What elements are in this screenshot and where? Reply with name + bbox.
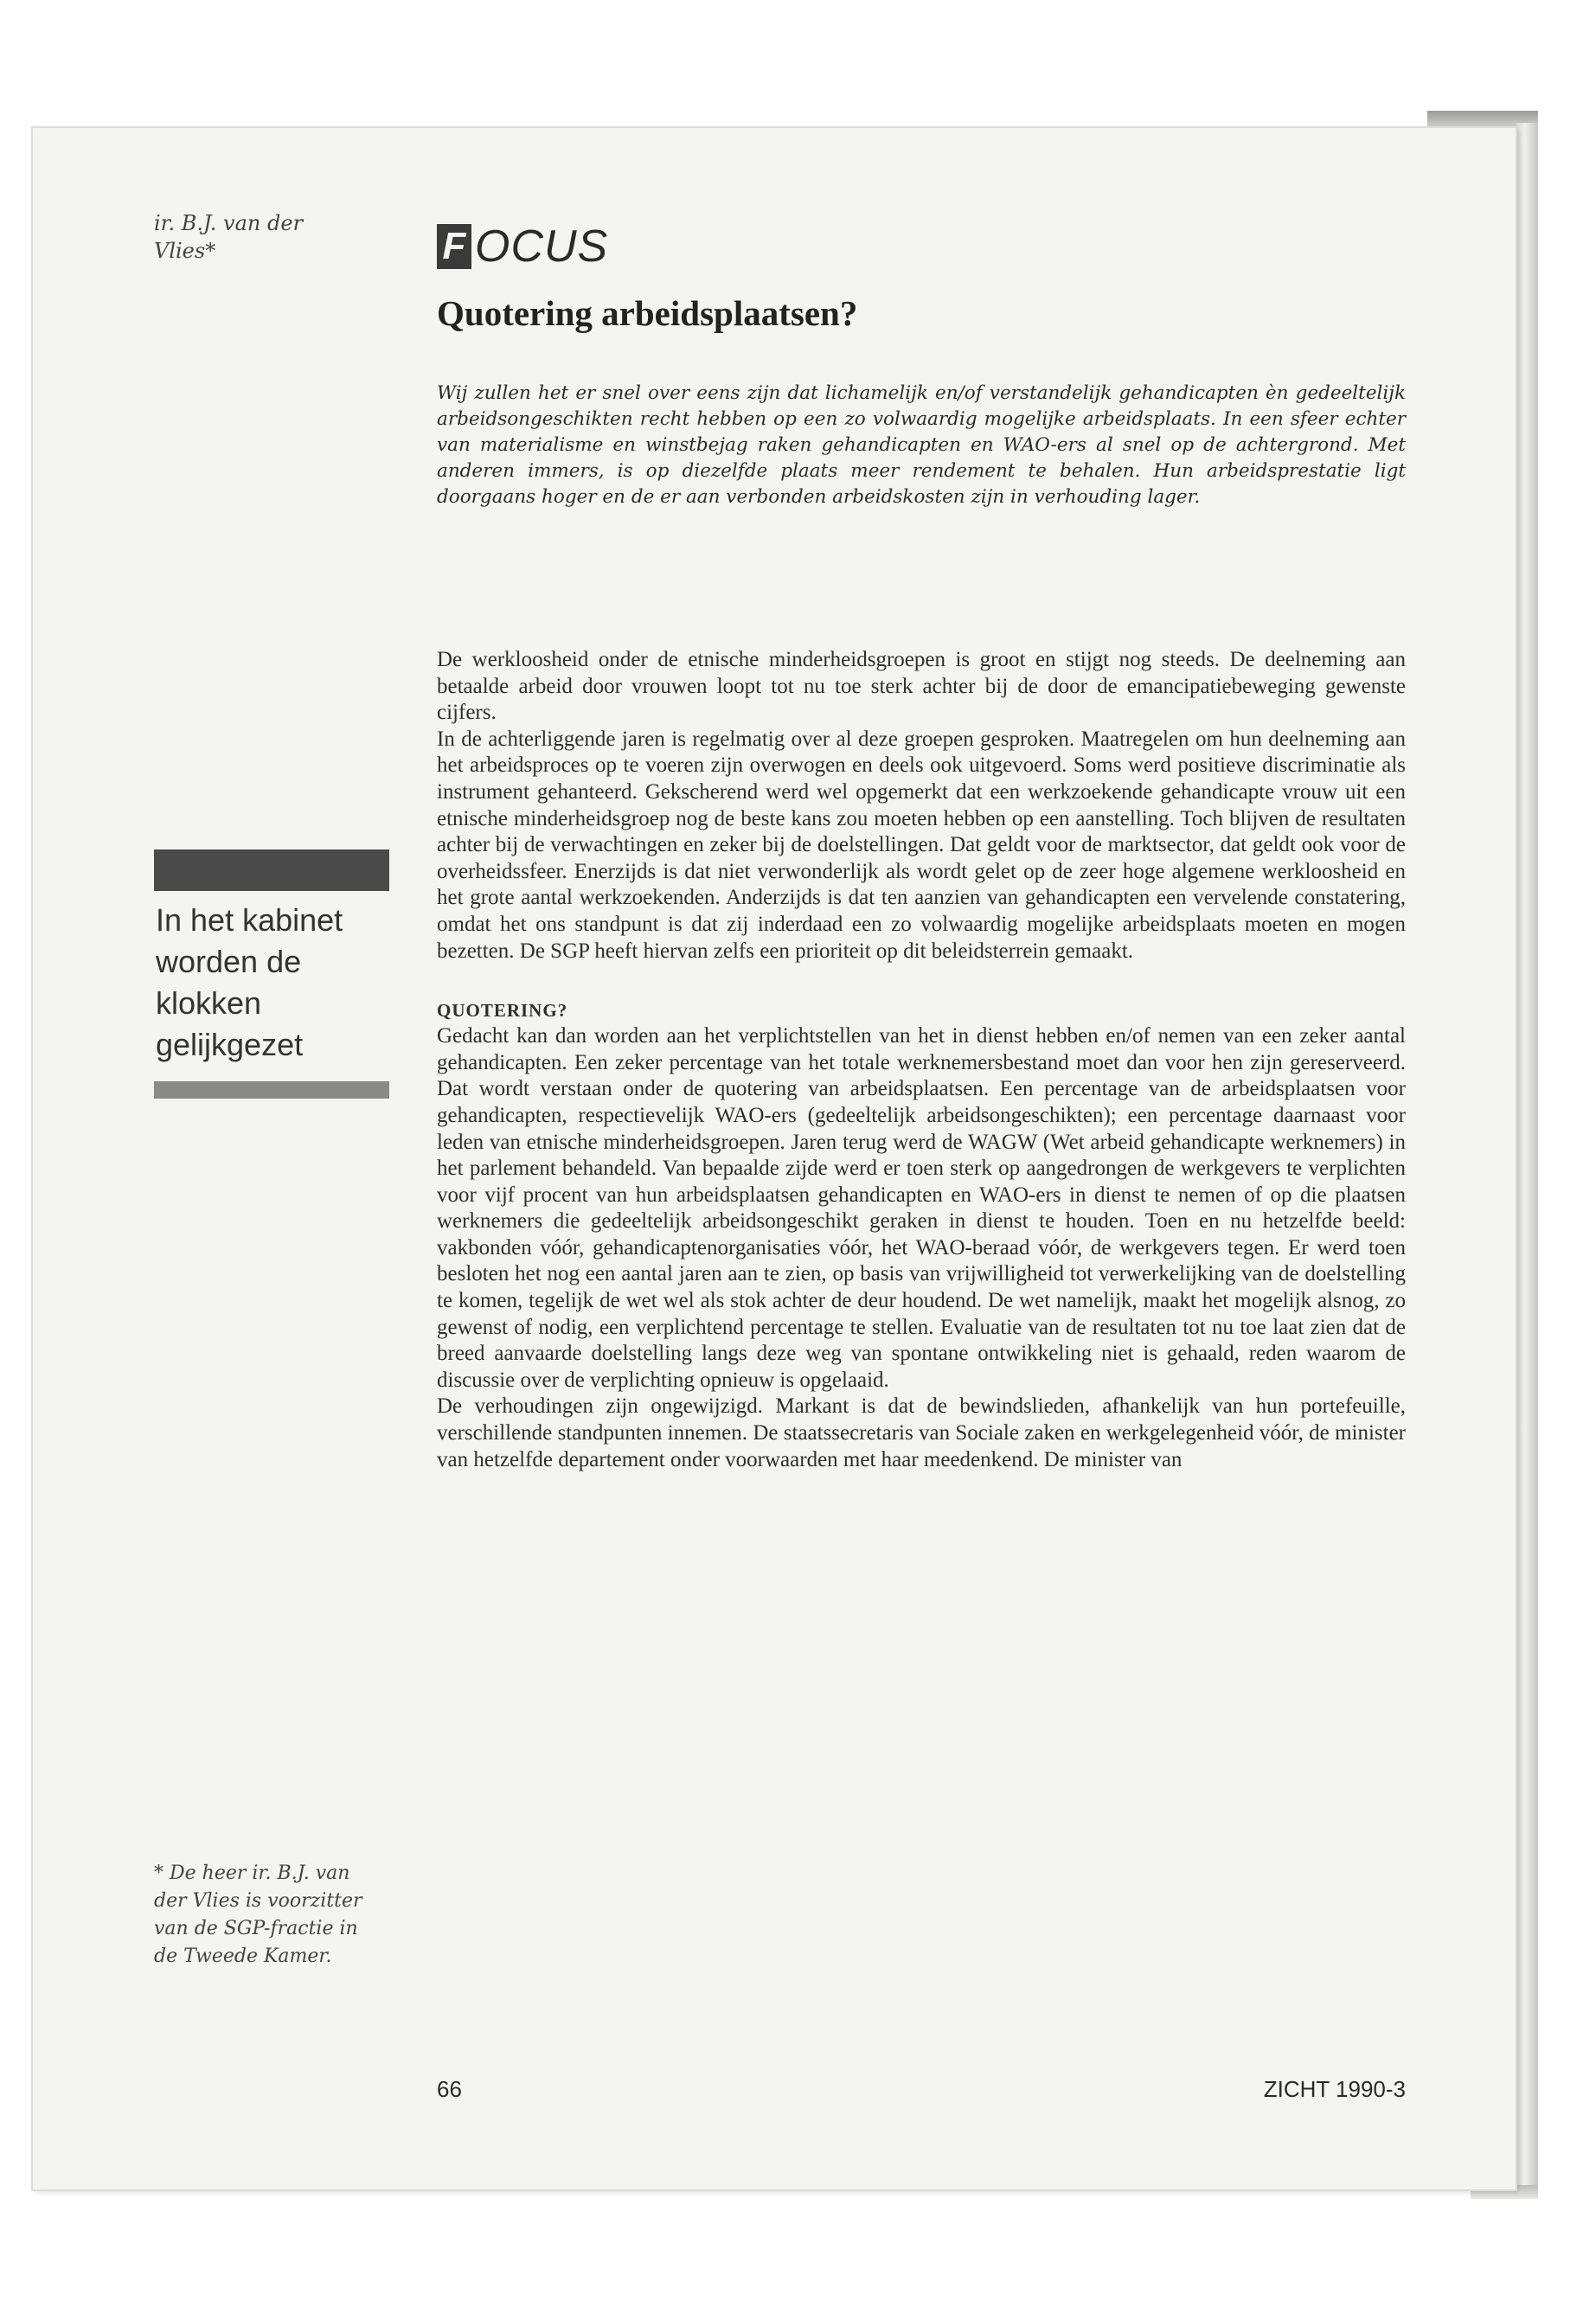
article-title: Quotering arbeidsplaatsen?: [437, 293, 858, 333]
author-byline: ir. B.J. van der Vlies*: [154, 211, 304, 263]
author-footnote: * De heer ir. B.J. van der Vlies is voorzitter van de SGP-fractie in de Tweede Kamer.: [154, 1862, 362, 1967]
lead-paragraph: Wij zullen het er snel over eens zijn dat lichamelijk en/of verstandelijk gehandicapten èn gedeeltelijk arbeidsongeschikten recht hebben op een zo volwaardig mogelijke arbeidsplaats. In een sfeer echter van materialisme en winstbejag raken gehandicapten en WAO-ers al snel op de achtergrond. Met anderen immers, is op diezelfde plaats meer rendement te behalen. Hun arbeidsprestatie ligt doorgaans hoger en de er aan verbonden arbeidskosten zijn in verhouding lager.: [437, 382, 1406, 508]
section-heading: QUOTERING?: [437, 1000, 568, 1022]
body-paragraph: Gedacht kan dan worden aan het verplichtstellen van het in dienst hebben en/of nemen van een zeker aantal gehandicapten. Een zeker percentage van het totale werknemersbestand moet dan voor hen zijn gereserveerd. Dat wordt verstaan onder de quotering van arbeidsplaatsen. Een percentage van de arbeidsplaatsen voor gehandicapten, respectievelijk WAO-ers (gedeeltelijk arbeidsongeschikten); een percentage daarnaast voor leden van etnische minderheidsgroepen. Jaren terug werd de WAGW (Wet arbeid gehandicapte werknemers) in het parlement behandeld. Van bepaalde zijde werd er toen sterk op aangedrongen de werkgevers te verplichten voor vijf procent van hun arbeidsplaatsen gehandicapten en WAO-ers in dienst te nemen of op die plaatsen werknemers die gedeeltelijk arbeidsongeschikt geraken in dienst te houden. Toen en nu hetzelfde beeld: vakbonden vóór, gehandicaptenorganisaties vóór, het WAO-beraad vóór, de werkgevers tegen. Er werd toen besloten het nog een aantal jaren aan te zien, op basis van vrijwilligheid tot verwerkelijking van de doelstelling te komen, tegelijk de wet wel als stok achter de deur houdend. De wet namelijk, maakt het mogelijk alsnog, zo gewenst of nodig, een verplichtend percentage te stellen. Evaluatie van de resultaten tot nu toe laat zien dat de breed aanvaarde doelstelling langs deze weg van spontane ontwikkeling niet is gehaald, reden waarom de discussie over de verplichting opnieuw is opgelaaid.: [437, 1024, 1406, 1392]
pull-quote-bar-top: [154, 849, 389, 891]
section-rest: OCUS: [475, 221, 609, 272]
journal-issue: ZICHT 1990-3: [1263, 2076, 1406, 2102]
body-paragraph: De verhoudingen zijn ongewijzigd. Markant is dat de bewindslieden, afhankelijk van hun portefeuille, verschillende standpunten innemen. De staatssecretaris van Sociale zaken en werkgelegenheid vóór, de minister van hetzelfde departement onder voorwaarden met haar meedenkend. De minister van: [437, 1394, 1406, 1471]
body-paragraph: In de achterliggende jaren is regelmatig over al deze groepen gesproken. Maatregelen om hun deelneming aan het arbeidsproces op te voeren zijn overwogen en deels ook uitgevoerd. Soms werd positieve discriminatie als instrument gehanteerd. Gekscherend werd wel opgemerkt dat een werkzoekende gehandicapte vrouw uit een etnische minderheidsgroep nog de beste kans zou moeten hebben op een aanstelling. Toch blijven de resultaten achter bij de verwachtingen en zeker bij de doelstellingen. Dat geldt voor de marktsector, dat geldt ook voor de overheidssfeer. Enerzijds is dat niet verwonderlijk als wordt gelet op de zeer hoge algemene werkloosheid en het grote aantal werkzoekenden. Anderzijds is dat ten aanzien van gehandicapten een vervelende constatering, omdat het ons standpunt is dat zij inderdaad een zo volwaardig mogelijke arbeidsplaats moeten en mogen bezetten. De SGP heeft hiervan zelfs een prioriteit op dit beleidsterrein gemaakt.: [437, 727, 1406, 963]
body-paragraph: De werkloosheid onder de etnische minderheidsgroepen is groot en stijgt nog steeds. De deelneming aan betaalde arbeid door vrouwen loopt tot nu toe sterk achter bij de door de emancipatiebeweging gewenste cijfers.: [437, 648, 1406, 725]
section-initial: F: [437, 224, 471, 269]
section-label: [437, 221, 608, 272]
page-edge: [1516, 123, 1538, 2192]
page-number: 66: [437, 2076, 462, 2102]
pull-quote: In het kabinet worden de klokken gelijkgezet: [156, 902, 343, 1062]
article-body: [437, 647, 1406, 1473]
pull-quote-bar-bottom: [154, 1081, 389, 1099]
